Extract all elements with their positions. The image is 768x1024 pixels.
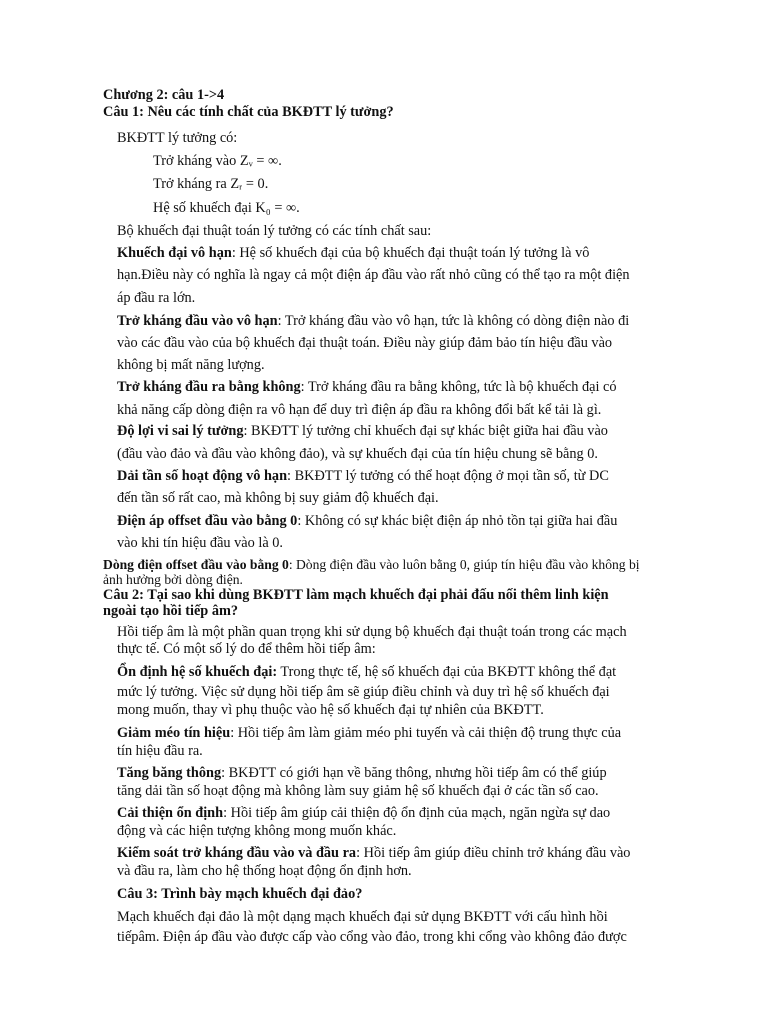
q2-heading-line1: Câu 2: Tại sao khi dùng BKĐTT làm mạch khuếch đại phải đấu nối thêm linh kiện (103, 587, 609, 603)
q2-r1-line3: mong muốn, thay vì phụ thuộc vào hệ số khuếch đại tự nhiên của BKĐTT. (117, 702, 544, 718)
q1-p7-line1: Dòng điện offset đầu vào bằng 0: Dòng điện đầu vào luôn bằng 0, giúp tín hiệu đầu vào không bị (103, 557, 640, 572)
q3-label: Câu 3 (117, 886, 154, 902)
q2-r1-line1: Ổn định hệ số khuếch đại: Trong thực tế, hệ số khuếch đại của BKĐTT không thể đạt (117, 664, 617, 680)
q2-r2-line1: Giảm méo tín hiệu: Hồi tiếp âm làm giảm méo phi tuyến và cải thiện độ trung thực của (117, 725, 622, 741)
q3-line1: Mạch khuếch đại đảo là một dạng mạch khuếch đại sử dụng BKĐTT với cấu hình hồi (117, 909, 608, 925)
term: Điện áp offset đầu vào bằng 0 (117, 513, 298, 529)
term: Khuếch đại vô hạn (117, 245, 232, 261)
q2-r5-line1: Kiểm soát trở kháng đầu vào và đầu ra: Hồi tiếp âm giúp điều chỉnh trở kháng đầu vào (117, 845, 631, 861)
term: Ổn định hệ số khuếch đại: (117, 664, 278, 680)
q1-p2-line2: vào các đầu vào của bộ khuếch đại thuật toán. Điều này giúp đảm bảo tín hiệu đầu vào (117, 335, 613, 351)
q2-r1-line2: mức lý tưởng. Việc sử dụng hồi tiếp âm sẽ giúp điều chỉnh và duy trì hệ số khuếch đại (117, 684, 610, 700)
q1-lead: Bộ khuếch đại thuật toán lý tưởng có các tính chất sau: (117, 223, 432, 239)
q1-p6-line2: vào khi tín hiệu đầu vào là 0. (117, 535, 283, 551)
term: Tăng băng thông (117, 765, 222, 781)
q1-p1-line1: Khuếch đại vô hạn: Hệ số khuếch đại của bộ khuếch đại thuật toán lý tưởng là vô (117, 245, 590, 261)
q1-heading: Câu 1: Nêu các tính chất của BKĐTT lý tưởng? (103, 104, 394, 120)
q2-r4-line1: Cải thiện ổn định: Hồi tiếp âm giúp cải thiện độ ổn định của mạch, ngăn ngừa sự dao (117, 805, 611, 821)
term: Giảm méo tín hiệu (117, 725, 231, 741)
q1-p5-line1: Dải tần số hoạt động vô hạn: BKĐTT lý tưởng có thể hoạt động ở mọi tần số, từ DC (117, 468, 609, 484)
term: Độ lợi vi sai lý tưởng (117, 423, 244, 439)
q1-p1-line3: áp đầu ra lớn. (117, 290, 196, 306)
q1-prop-gain: Hệ số khuếch đại K₀ = ∞. (153, 200, 300, 216)
q1-p4-line2: (đầu vào đảo và đầu vào không đảo), và sự khuếch đại của tín hiệu chung sẽ bằng 0. (117, 446, 598, 462)
term: Cải thiện ổn định (117, 805, 224, 821)
q2-r3-line2: tăng dải tần số hoạt động mà không làm suy giảm hệ số khuếch đại ở các tần số cao. (117, 783, 599, 799)
q1-p3-line1: Trở kháng đầu ra bằng không: Trở kháng đầu ra bằng không, tức là bộ khuếch đại có (117, 379, 617, 395)
q1-p2-line3: không bị mất năng lượng. (117, 357, 265, 373)
term: Dải tần số hoạt động vô hạn (117, 468, 288, 484)
term: Kiểm soát trở kháng đầu vào và đầu ra (117, 845, 357, 861)
q2-r2-line2: tín hiệu đầu ra. (117, 743, 203, 759)
q1-p5-line2: đến tần số rất cao, mà không bị suy giảm độ khuếch đại. (117, 490, 439, 506)
q1-p2-line1: Trở kháng đầu vào vô hạn: Trở kháng đầu vào vô hạn, tức là không có dòng điện nào đi (117, 313, 630, 329)
q1-p1-line2: hạn.Điều này có nghĩa là ngay cả một điện áp đầu vào rất nhỏ cũng có thể tạo ra một điện (117, 267, 630, 283)
term: Trở kháng đầu vào vô hạn (117, 313, 278, 329)
q1-p4-line1: Độ lợi vi sai lý tưởng: BKĐTT lý tưởng chỉ khuếch đại sự khác biệt giữa hai đầu vào (117, 423, 608, 439)
q2-intro-line2: thực tế. Có một số lý do để thêm hồi tiếp âm: (117, 641, 376, 657)
q2-heading-line2: ngoài tạo hồi tiếp âm? (103, 603, 239, 619)
q3-line2: tiếpâm. Điện áp đầu vào được cấp vào cổng vào đảo, trong khi cổng vào không đảo được (117, 929, 627, 945)
term: Dòng điện offset đầu vào bằng 0 (103, 557, 289, 572)
q3-heading (117, 885, 362, 903)
q1-prop-zout: Trở kháng ra Zᵣ = 0. (153, 176, 269, 192)
q1-p7-line2: ảnh hưởng bởi dòng điện. (103, 572, 243, 587)
q1-p6-line1: Điện áp offset đầu vào bằng 0: Không có sự khác biệt điện áp nhỏ tồn tại giữa hai đầu (117, 513, 618, 529)
q2-intro-line1: Hồi tiếp âm là một phần quan trọng khi sử dụng bộ khuếch đại thuật toán trong các mạch (117, 624, 627, 640)
q3-title: : Trình bày mạch khuếch đại đảo? (153, 886, 363, 902)
q2-r4-line2: động và các hiện tượng không mong muốn khác. (117, 823, 397, 839)
q2-r3-line1: Tăng băng thông: BKĐTT có giới hạn về băng thông, nhưng hồi tiếp âm có thể giúp (117, 765, 607, 781)
q2-r5-line2: và đầu ra, làm cho hệ thống hoạt động ổn định hơn. (117, 863, 412, 879)
q1-intro: BKĐTT lý tưởng có: (117, 130, 238, 146)
q1-prop-zin: Trở kháng vào Zᵥ = ∞. (153, 153, 282, 169)
q1-p3-line2: khả năng cấp dòng điện ra vô hạn để duy trì điện áp đầu ra không đổi bất kể tải là gì. (117, 402, 602, 418)
chapter-heading: Chương 2: câu 1->4 (103, 87, 225, 103)
term: Trở kháng đầu ra bằng không (117, 379, 301, 395)
